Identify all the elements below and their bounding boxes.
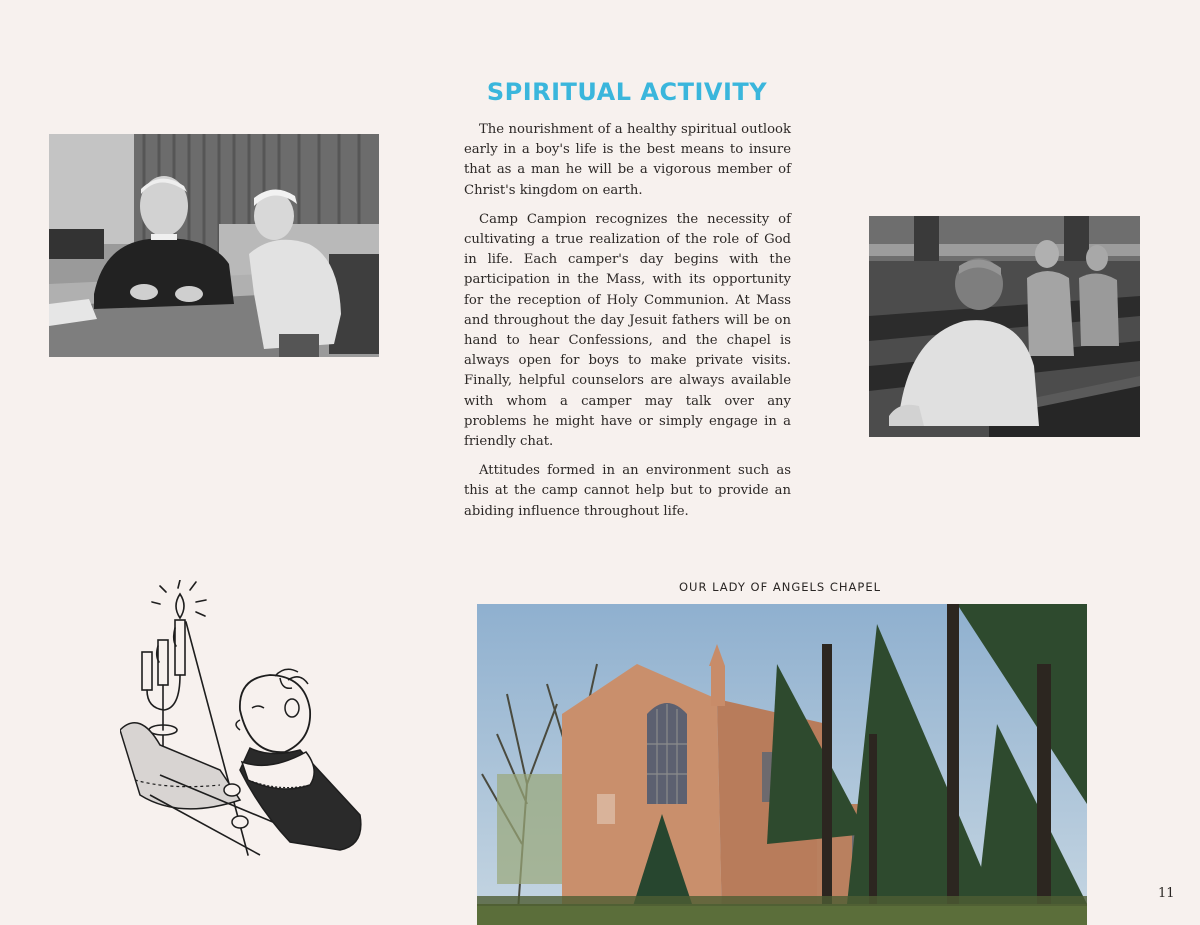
- boys-in-chapel-pews-photo: [869, 216, 1140, 437]
- page-number: 11: [1158, 886, 1175, 901]
- altar-boy-cartoon-illustration: [120, 580, 380, 860]
- article-body: [464, 120, 791, 531]
- paragraph-1: The nourishment of a healthy spiritual outlook early in a boy's life is the best means to insure that as a man he will be a vigorous member of Christ's kingdom on earth.: [464, 122, 791, 198]
- paragraph-2: Camp Campion recognizes the necessity of cultivating a true realization of the role of God in life. Each camper's day begins with the participation in the Mass, with its opportunity for the reception of Holy Communion. At Mass and throughout the day Jesuit fathers will be on hand to hear Confessions, and the chapel is always open for boys to make private visits. Finally, helpful counselors are always available with whom a camper may talk over any problems he might have or simply engage in a friendly chat.: [464, 211, 791, 450]
- page-title: SPIRITUAL ACTIVITY: [486, 78, 768, 106]
- priest-and-boy-photo: [49, 134, 379, 357]
- chapel-photo-caption: OUR LADY OF ANGELS CHAPEL: [678, 580, 882, 594]
- chapel-exterior-photo: [477, 604, 1087, 925]
- paragraph-3: Attitudes formed in an environment such as this at the camp cannot help but to provide an abiding influence throughout life.: [464, 463, 791, 519]
